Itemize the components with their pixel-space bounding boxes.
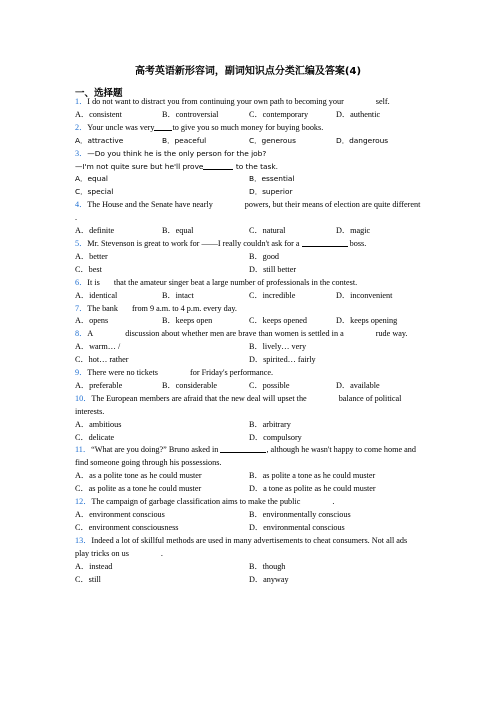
option-b[interactable]: B．as polite a tone as he could muster (249, 471, 376, 481)
option-a[interactable]: A．equal (75, 174, 108, 184)
question-10-options-ab (75, 419, 423, 432)
option-b[interactable]: B．lively… very (249, 342, 307, 352)
question-5: 5．Mr. Stevenson is great to work for ——I really couldn't ask for a boss. (75, 238, 367, 248)
question-9-options (75, 380, 423, 393)
option-d[interactable]: D．a tone as polite as he could muster (249, 484, 376, 494)
question-4: 4．The House and the Senate have nearly powers, but their means of election are quite different . (75, 200, 421, 223)
question-2-options (75, 135, 423, 148)
option-c[interactable]: C．hot… rather (75, 355, 129, 365)
option-a[interactable]: A．identical (75, 290, 118, 300)
option-d[interactable]: D．compulsory (249, 432, 302, 442)
question-9: 9．There were no tickets for Friday's performance. (75, 368, 274, 378)
option-a[interactable]: A．warm… / (75, 342, 121, 352)
question-11-options-cd (75, 483, 423, 496)
option-d[interactable]: D．dangerous (336, 135, 389, 145)
option-d[interactable]: D．environmental conscious (249, 522, 345, 532)
option-c[interactable]: C．natural (249, 226, 286, 236)
question-3-line2: —I'm not quite sure but he'll prove to the task. (75, 161, 278, 171)
option-b[interactable]: B．peaceful (162, 135, 207, 145)
option-d[interactable]: D．still better (249, 264, 297, 274)
question-13: 13．Indeed a lot of skillful methods are used in many advertisements to cheat consumers. Not all ads play tricks on us . (75, 535, 408, 558)
question-3-options-cd (75, 186, 423, 199)
option-c[interactable]: C．contemporary (249, 109, 309, 119)
question-11-options-ab (75, 470, 423, 483)
question-7: 7．The bank from 9 a.m. to 4 p.m. every day. (75, 303, 237, 313)
option-b[interactable]: B．environmentally conscious (249, 510, 351, 519)
option-d[interactable]: D．authentic (336, 109, 381, 119)
option-b[interactable]: B．keeps open (162, 316, 213, 326)
option-a[interactable]: A．opens (75, 316, 109, 326)
question-list (75, 96, 423, 586)
question-10-options-cd (75, 432, 423, 445)
option-b[interactable]: B．controversial (162, 109, 219, 119)
option-d[interactable]: D．anyway (249, 574, 289, 584)
question-8-options-ab (75, 341, 423, 354)
question-4-options (75, 225, 423, 238)
option-a[interactable]: A．consistent (75, 109, 122, 119)
question-7-options (75, 315, 423, 328)
option-c[interactable]: C．special (75, 187, 114, 197)
option-d[interactable]: D．superior (249, 187, 293, 197)
question-1: 1．I do not want to distract you from continuing your own path to becoming your self. (75, 97, 390, 106)
option-d[interactable]: D．keeps opening (336, 316, 398, 326)
option-b[interactable]: B．equal (162, 226, 194, 236)
option-c[interactable]: C．as polite as a tone he could muster (75, 484, 202, 494)
option-a[interactable]: A．as a polite tone as he could muster (75, 471, 202, 481)
option-b[interactable]: B．considerable (162, 380, 218, 390)
option-b[interactable]: B．arbitrary (249, 419, 291, 429)
question-12-options-cd (75, 522, 423, 535)
question-12-options-ab (75, 509, 423, 522)
question-2: 2．Your uncle was very to give you so much money for buying books. (75, 122, 324, 132)
option-b[interactable]: B．intact (162, 290, 194, 300)
question-8-options-cd (75, 354, 423, 367)
option-a[interactable]: A．environment conscious (75, 510, 165, 519)
question-11: 11．“What are you doing?” Bruno asked in , although he wasn't happy to come home and find someone going through his possessions. (75, 445, 416, 468)
option-c[interactable]: C．environment consciousness (75, 522, 179, 532)
option-d[interactable]: D．spirited… fairly (249, 355, 316, 365)
option-c[interactable]: C．incredible (249, 290, 296, 300)
option-c[interactable]: C．possible (249, 380, 290, 390)
question-6-options (75, 290, 423, 303)
option-c[interactable]: C．still (75, 574, 101, 584)
question-13-options-ab (75, 561, 423, 574)
option-b[interactable]: B．essential (249, 174, 295, 184)
question-5-options-cd (75, 264, 423, 277)
option-c[interactable]: C．keeps opened (249, 316, 307, 326)
option-c[interactable]: C．delicate (75, 432, 115, 442)
question-1-options (75, 109, 423, 122)
option-a[interactable]: A．attractive (75, 135, 124, 145)
option-a[interactable]: A．preferable (75, 380, 123, 390)
option-b[interactable]: B．good (249, 251, 280, 261)
option-a[interactable]: A．instead (75, 561, 113, 571)
option-a[interactable]: A．better (75, 251, 108, 261)
section-heading: 一、选择题 (75, 88, 123, 99)
question-13-options-cd (75, 574, 423, 587)
question-5-options-ab (75, 251, 423, 264)
question-6: 6．It is that the amateur singer beat a large number of professionals in the contest. (75, 277, 358, 287)
question-8: 8．A discussion about whether men are brave than women is settled in a rude way. (75, 329, 408, 339)
question-3-options-ab (75, 173, 423, 186)
question-12: 12．The campaign of garbage classification aims to make the public . (75, 497, 335, 507)
option-d[interactable]: D．available (336, 380, 380, 390)
option-c[interactable]: C．generous (249, 135, 296, 145)
option-d[interactable]: D．magic (336, 226, 371, 236)
option-b[interactable]: B．though (249, 561, 286, 571)
option-c[interactable]: C．best (75, 264, 102, 274)
page-title: 高考英语新形容词，副词知识点分类汇编及答案(4) (134, 66, 362, 77)
option-a[interactable]: A．ambitious (75, 419, 122, 429)
option-d[interactable]: D．inconvenient (336, 290, 393, 300)
question-3: 3．—Do you think he is the only person for the job? (75, 148, 267, 158)
option-a[interactable]: A．definite (75, 226, 115, 236)
question-10: 10．The European members are afraid that the new deal will upset the balance of political interests. (75, 393, 402, 416)
